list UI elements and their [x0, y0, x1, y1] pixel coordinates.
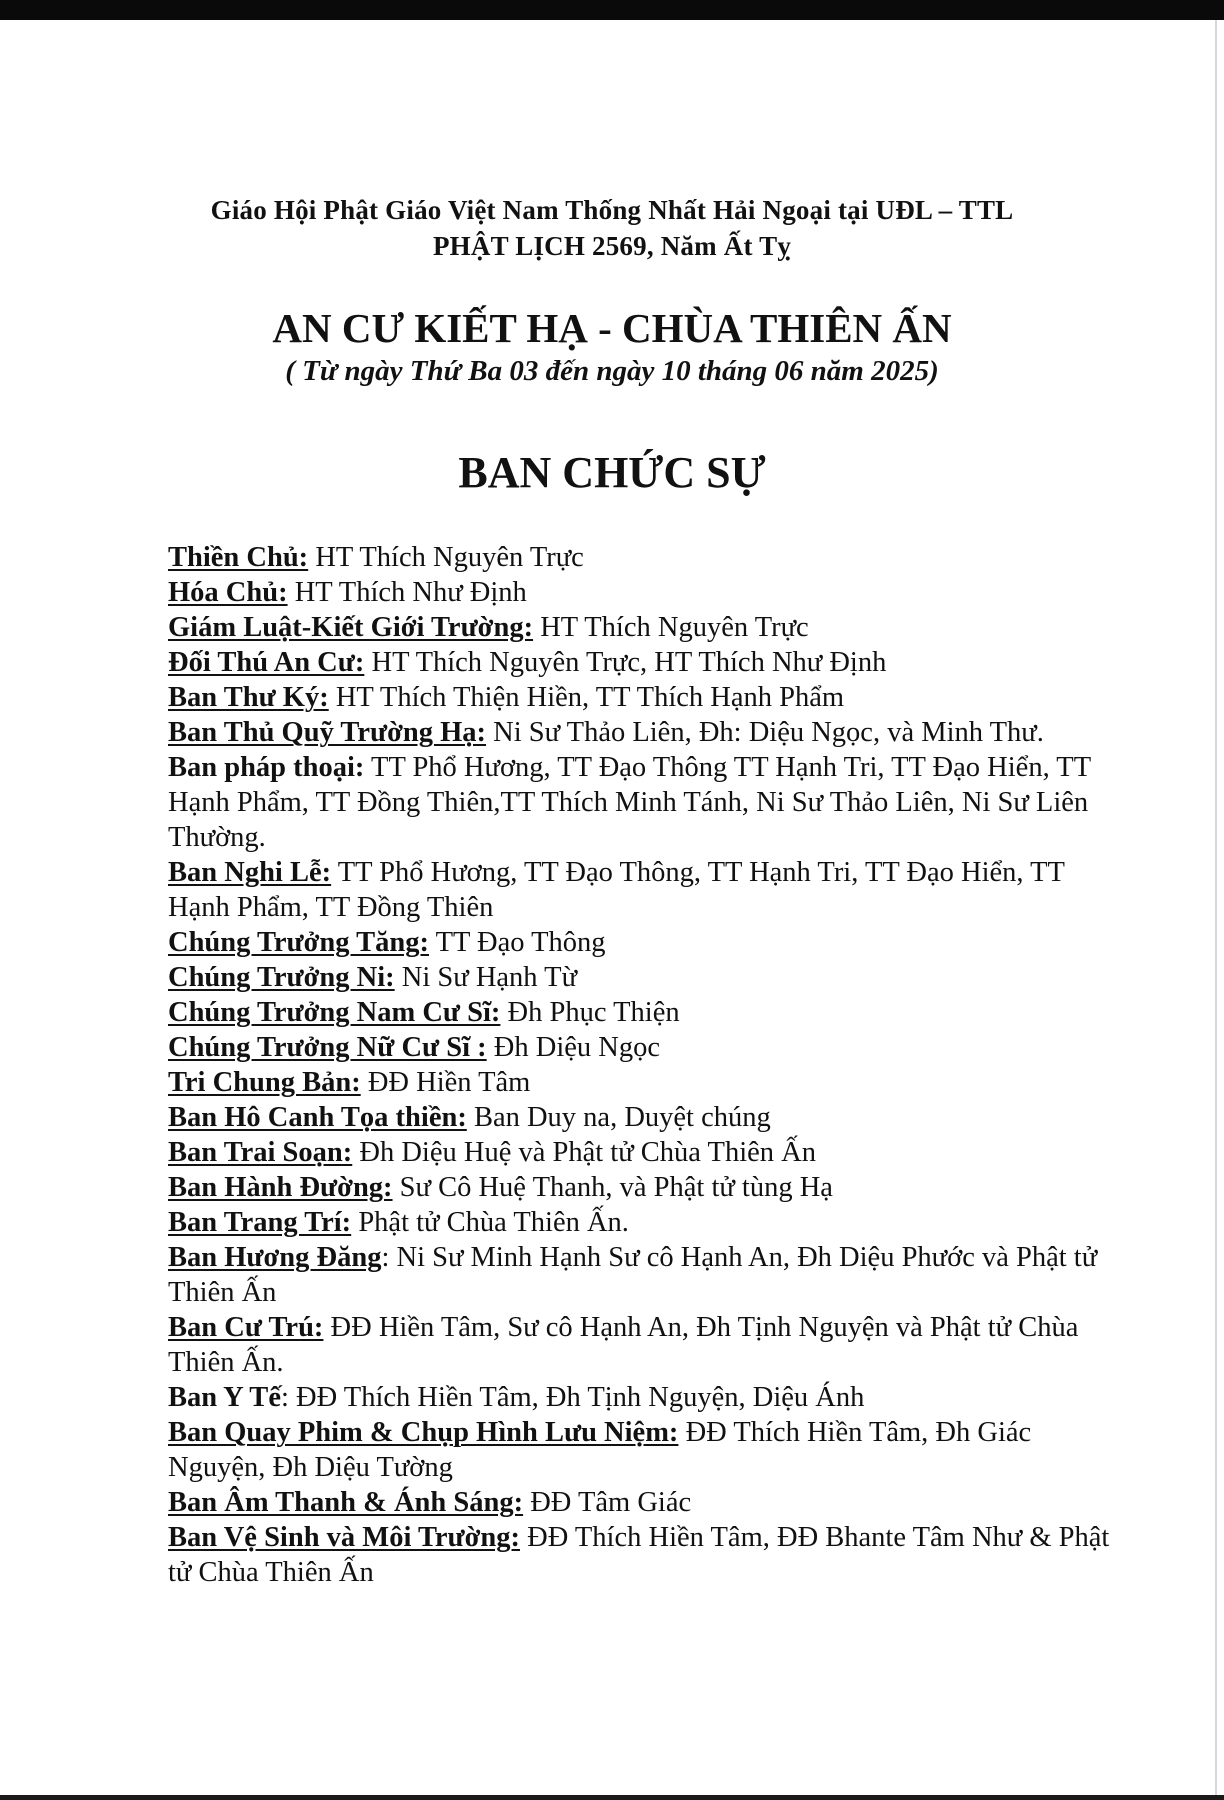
- assigned-names: Ban Duy na, Duyệt chúng: [466, 1102, 771, 1133]
- assigned-names: Đh Diệu Ngọc: [486, 1032, 660, 1063]
- role-label: Ban Hô Canh Tọa thiền:: [168, 1102, 467, 1133]
- role-label: Chúng Trưởng Tăng:: [168, 927, 429, 958]
- assigned-names: ĐĐ Thích Hiền Tâm, Đh Giác Nguyện, Đh Diệu Tường: [168, 1417, 1032, 1483]
- assigned-names: TT Phổ Hương, TT Đạo Thông, TT Hạnh Tri, TT Đạo Hiển, TT Hạnh Phẩm, TT Đồng Thiên: [168, 857, 1065, 923]
- roster-entry: [168, 1310, 1128, 1380]
- role-label: Ban Cư Trú:: [168, 1312, 324, 1343]
- top-border: [0, 0, 1224, 20]
- role-label: Chúng Trưởng Nam Cư Sĩ:: [168, 997, 501, 1028]
- role-label: Ban Nghi Lễ:: [168, 857, 332, 888]
- role-label: Ban Âm Thanh & Ánh Sáng:: [168, 1487, 524, 1518]
- assigned-names: HT Thích Nguyên Trực: [533, 612, 809, 643]
- role-label: Đối Thú An Cư:: [168, 647, 365, 678]
- roster-entry: [168, 610, 1128, 645]
- roster-entry: [168, 1205, 1128, 1240]
- role-label: Ban Vệ Sinh và Môi Trường:: [168, 1522, 520, 1553]
- page-right-edge: [1215, 20, 1217, 1795]
- roster-entry: [168, 1135, 1128, 1170]
- assigned-names: TT Đạo Thông: [428, 927, 606, 958]
- role-label: Giám Luật-Kiết Giới Trường:: [168, 612, 534, 643]
- roster-entry: [168, 1485, 1128, 1520]
- assigned-names: TT Phổ Hương, TT Đạo Thông TT Hạnh Tri, TT Đạo Hiển, TT Hạnh Phẩm, TT Đồng Thiên,TT Thích Minh Tánh, Ni Sư Thảo Liên, Ni Sư Liên Thường.: [168, 752, 1091, 853]
- roster-entry: [168, 1520, 1128, 1590]
- roster-entry: [168, 540, 1128, 575]
- role-label: Tri Chung Bản:: [168, 1067, 361, 1098]
- assigned-names: HT Thích Thiện Hiền, TT Thích Hạnh Phẩm: [328, 682, 845, 713]
- assigned-names: HT Thích Nguyên Trực: [308, 542, 584, 573]
- role-label: Thiền Chủ:: [168, 542, 309, 573]
- roster-entry: [168, 715, 1128, 750]
- roster-entry: [168, 1380, 1128, 1415]
- assigned-names: Sư Cô Huệ Thanh, và Phật tử tùng Hạ: [392, 1172, 833, 1203]
- assigned-names: ĐĐ Hiền Tâm: [360, 1067, 531, 1098]
- assigned-names: Ni Sư Thảo Liên, Đh: Diệu Ngọc, và Minh Thư.: [486, 717, 1044, 748]
- assigned-names: ĐĐ Hiền Tâm, Sư cô Hạnh An, Đh Tịnh Nguyện và Phật tử Chùa Thiên Ấn.: [168, 1312, 1079, 1378]
- roster-entry: [168, 575, 1128, 610]
- roster-entry: [168, 925, 1128, 960]
- role-label: Ban Y Tế: [168, 1382, 281, 1413]
- roster-entry: [168, 1170, 1128, 1205]
- section-heading: BAN CHỨC SỰ: [458, 448, 766, 497]
- role-label: Ban Hương Đăng: [168, 1242, 382, 1273]
- role-label: Ban Thủ Quỹ Trường Hạ:: [168, 717, 486, 748]
- role-label: Ban Hành Đường:: [168, 1172, 393, 1203]
- committee-roster: [168, 540, 1128, 1590]
- roster-entry: [168, 645, 1128, 680]
- assigned-names: : ĐĐ Thích Hiền Tâm, Đh Tịnh Nguyện, Diệu Ánh: [280, 1382, 865, 1413]
- assigned-names: HT Thích Như Định: [287, 577, 527, 608]
- bottom-border: [0, 1795, 1224, 1800]
- assigned-names: HT Thích Nguyên Trực, HT Thích Như Định: [364, 647, 887, 678]
- role-label: Ban Trai Soạn:: [168, 1137, 353, 1168]
- role-label: Chúng Trưởng Nữ Cư Sĩ :: [168, 1032, 487, 1063]
- roster-entry: [168, 960, 1128, 995]
- roster-entry: [168, 1030, 1128, 1065]
- role-label: Ban Trang Trí:: [168, 1207, 352, 1238]
- roster-entry: [168, 855, 1128, 925]
- role-label: Ban Quay Phim & Chụp Hình Lưu Niệm:: [168, 1417, 679, 1448]
- assigned-names: ĐĐ Tâm Giác: [523, 1487, 692, 1518]
- roster-entry: [168, 750, 1128, 855]
- role-label: Hóa Chủ:: [168, 577, 288, 608]
- roster-entry: [168, 1240, 1128, 1310]
- assigned-names: : Ni Sư Minh Hạnh Sư cô Hạnh An, Đh Diệu Phước và Phật tử Thiên Ấn: [168, 1242, 1098, 1308]
- assigned-names: Đh Diệu Huệ và Phật tử Chùa Thiên Ấn: [352, 1137, 816, 1168]
- organization-name: Giáo Hội Phật Giáo Việt Nam Thống Nhất Hải Ngoại tại UĐL – TTL: [210, 195, 1014, 225]
- assigned-names: Đh Phục Thiện: [500, 997, 680, 1028]
- roster-entry: [168, 1100, 1128, 1135]
- role-label: Chúng Trưởng Ni:: [168, 962, 395, 993]
- document-date-range: ( Từ ngày Thứ Ba 03 đến ngày 10 tháng 06 năm 2025): [285, 355, 939, 387]
- role-label: Ban Thư Ký:: [168, 682, 329, 713]
- role-label: Ban pháp thoại:: [168, 752, 365, 783]
- roster-entry: [168, 995, 1128, 1030]
- assigned-names: ĐĐ Thích Hiền Tâm, ĐĐ Bhante Tâm Như & Phật tử Chùa Thiên Ấn: [168, 1522, 1110, 1588]
- roster-entry: [168, 1065, 1128, 1100]
- roster-entry: [168, 680, 1128, 715]
- assigned-names: Phật tử Chùa Thiên Ấn.: [351, 1207, 629, 1238]
- assigned-names: Ni Sư Hạnh Từ: [394, 962, 578, 993]
- roster-entry: [168, 1415, 1128, 1485]
- document-title: AN CƯ KIẾT HẠ - CHÙA THIÊN ẤN: [272, 305, 952, 351]
- buddhist-calendar-year: PHẬT LỊCH 2569, Năm Ất Tỵ: [432, 231, 792, 261]
